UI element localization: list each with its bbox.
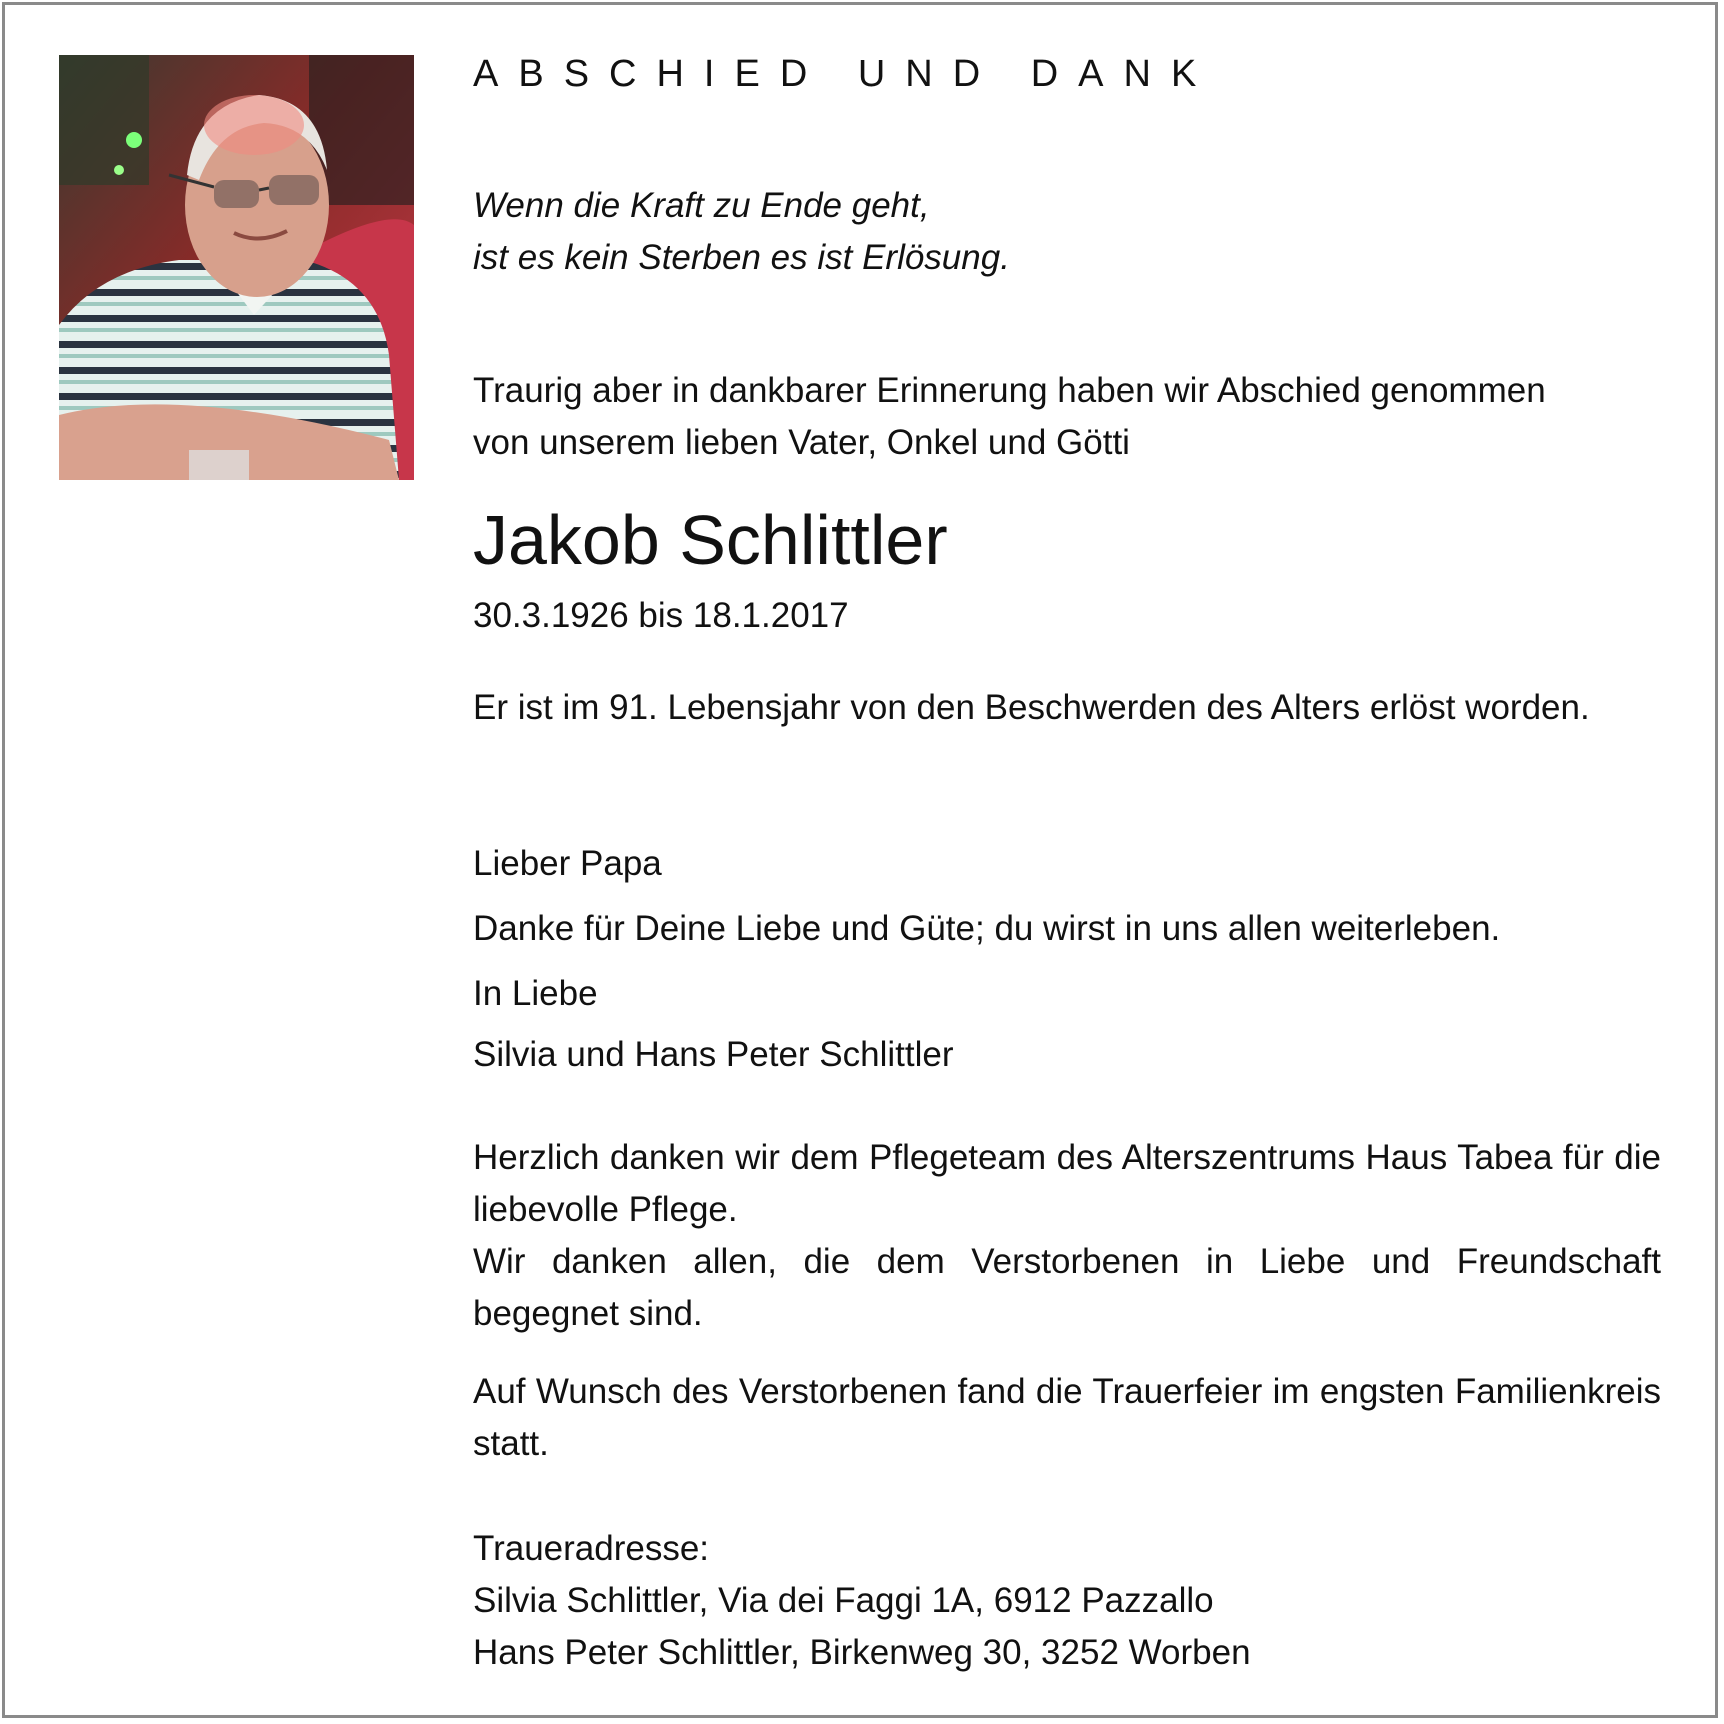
in-love: In Liebe [473, 974, 598, 1013]
motto [473, 180, 1661, 284]
greeting: Lieber Papa [473, 844, 662, 883]
motto-line: Wenn die Kraft zu Ende geht, [473, 186, 930, 225]
motto-line: ist es kein Sterben es ist Erlösung. [473, 238, 1010, 277]
intro-line: Traurig aber in dankbarer Erinnerung haben wir Abschied genommen [473, 371, 1546, 410]
address-line: Silvia Schlittler, Via dei Faggi 1A, 6912 Pazzallo [473, 1581, 1214, 1620]
gratitude-paragraph: Wir danken allen, die dem Verstorbenen in Liebe und Freundschaft begegnet sind. [473, 1242, 1661, 1333]
intro-line: von unserem lieben Vater, Onkel und Götti [473, 423, 1130, 462]
thanks-line: Danke für Deine Liebe und Güte; du wirst in uns allen weiterleben. [473, 909, 1501, 948]
address-label: Traueradresse: [473, 1529, 710, 1568]
portrait-photo-icon [59, 55, 414, 480]
ceremony-text: Auf Wunsch des Verstorbenen fand die Trauerfeier im engsten Familienkreis statt. [473, 1372, 1661, 1463]
age-text: Er ist im 91. Lebensjahr von den Beschwerden des Alters erlöst worden. [473, 688, 1590, 727]
address-line: Hans Peter Schlittler, Birkenweg 30, 3252 Worben [473, 1633, 1251, 1672]
life-dates: 30.3.1926 bis 18.1.2017 [473, 596, 849, 635]
intro-text [473, 365, 1661, 469]
gratitude-paragraph: Herzlich danken wir dem Pflegeteam des Alterszentrums Haus Tabea für die liebevolle Pflege. [473, 1138, 1661, 1229]
signers: Silvia und Hans Peter Schlittler [473, 1035, 954, 1074]
heading: ABSCHIED UND DANK [473, 53, 1217, 95]
mourning-address [473, 1523, 1661, 1679]
gratitude-text [473, 1132, 1661, 1340]
portrait-photo [59, 55, 414, 480]
deceased-name: Jakob Schlittler [473, 501, 948, 579]
